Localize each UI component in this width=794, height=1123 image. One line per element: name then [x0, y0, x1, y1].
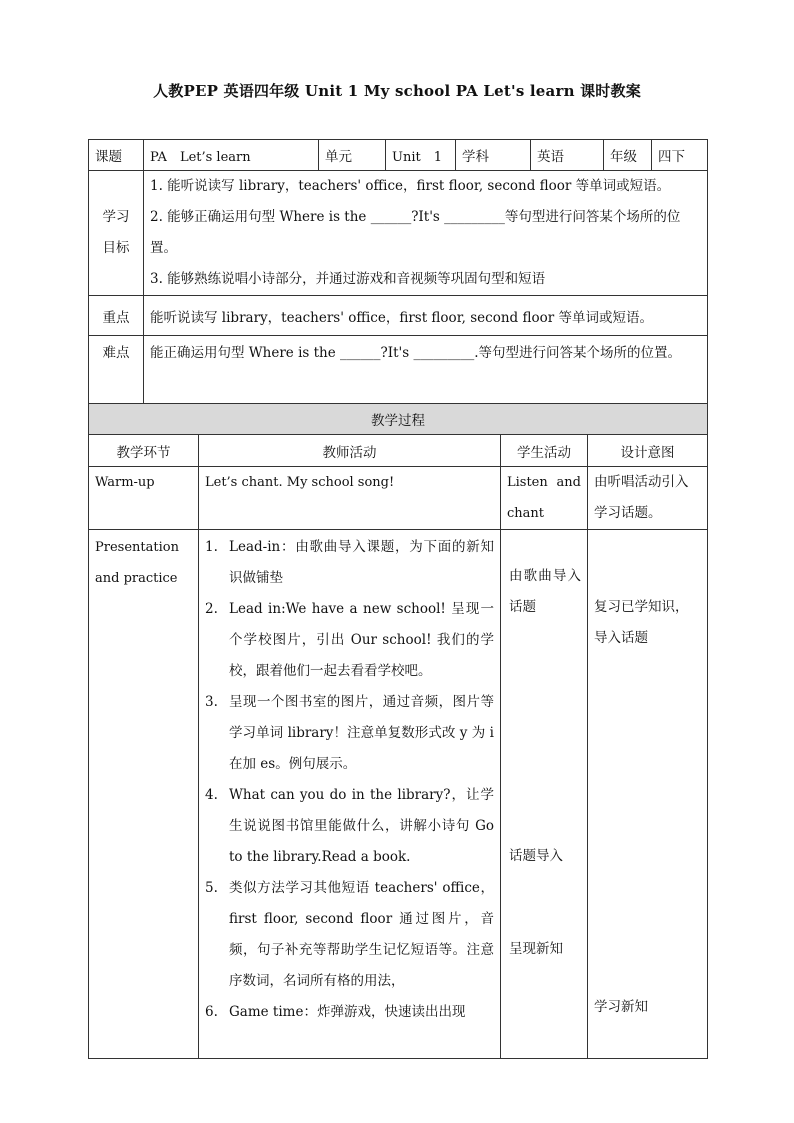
topic-value: PA Let’s learn [144, 140, 319, 171]
objectives-label-line2: 目标 [102, 240, 130, 256]
objective-item: 3. 能够熟练说唱小诗部分，并通过游戏和音视频等巩固句型和短语 [150, 271, 546, 287]
grade-value: 四下 [652, 140, 708, 171]
step-item [205, 780, 494, 873]
presentation-stage [89, 530, 199, 1059]
key-points-text: 能听说读写 library，teachers' office，first floor, second floor 等单词或短语。 [144, 296, 708, 336]
subject-label: 学科 [456, 140, 531, 171]
step-text: Lead-in：由歌曲导入课题，为下面的新知识做铺垫 [229, 539, 494, 586]
step-number: 3. [205, 694, 218, 710]
document-title: 人教PEP 英语四年级 Unit 1 My school PA Let's learn 课时教案 [153, 82, 641, 100]
step-number: 6. [205, 1004, 218, 1020]
step-number: 5. [205, 880, 218, 896]
header-intent: 设计意图 [588, 435, 708, 467]
step-text: Lead in:We have a new school! 呈现一个学校图片，引出 Our school! 我们的学校，跟着他们一起去看看学校吧。 [229, 601, 494, 679]
warmup-teacher: Let’s chant. My school song! [199, 467, 501, 530]
step-item [205, 532, 494, 594]
presentation-student [501, 530, 588, 1059]
student-note: 由歌曲导入话题 [509, 568, 581, 615]
warmup-stage: Warm-up [89, 467, 199, 530]
unit-label: 单元 [319, 140, 386, 171]
student-note: 呈现新知 [509, 941, 563, 957]
step-text: Game time：炸弹游戏，快速读出出现 [229, 1004, 466, 1020]
grade-label: 年级 [604, 140, 652, 171]
steps-list [205, 532, 494, 1028]
warmup-intent: 由听唱活动引入学习话题。 [588, 467, 708, 530]
student-note: 话题导入 [509, 848, 563, 864]
step-text: 呈现一个图书室的图片，通过音频，图片等学习单词 library！注意单复数形式改 y 为 i 在加 es。例句展示。 [229, 694, 494, 772]
objective-item: 2. 能够正确运用句型 Where is the ______?It's _________等句型进行问答某个场所的位置。 [150, 209, 681, 256]
step-item [205, 594, 494, 687]
step-number: 4. [205, 787, 218, 803]
step-number: 2. [205, 601, 218, 617]
step-item [205, 873, 494, 997]
step-item [205, 687, 494, 780]
presentation-stage-line2: and practice [95, 571, 178, 586]
presentation-teacher [199, 530, 501, 1059]
header-student: 学生活动 [501, 435, 588, 467]
step-item [205, 997, 494, 1028]
step-number: 1. [205, 539, 218, 555]
lesson-info-table [88, 139, 708, 404]
unit-value: Unit 1 [386, 140, 456, 171]
key-points-label: 重点 [89, 296, 144, 336]
header-teacher: 教师活动 [199, 435, 501, 467]
warmup-student: Listen and chant [501, 467, 588, 530]
intent-note: 复习已学知识，导入话题 [594, 599, 689, 646]
teaching-process-table [88, 403, 708, 1059]
objective-item: 1. 能听说读写 library，teachers' office，first floor, second floor 等单词或短语。 [150, 178, 671, 194]
difficult-points-text: 能正确运用句型 Where is the ______?It's _________.等句型进行问答某个场所的位置。 [144, 336, 708, 404]
objectives-label [89, 171, 144, 296]
step-text: What can you do in the library?，让学生说说图书馆里能做什么，讲解小诗句 Go to the library.Read a book. [229, 787, 494, 865]
objectives-label-line1: 学习 [102, 209, 130, 225]
intent-note: 学习新知 [594, 999, 648, 1015]
topic-label: 课题 [89, 140, 144, 171]
presentation-stage-line1: Presentation [95, 540, 179, 555]
header-stage: 教学环节 [89, 435, 199, 467]
step-text: 类似方法学习其他短语 teachers' office，first floor, second floor 通过图片，音频，句子补充等帮助学生记忆短语等。注意序数词，名词所有格的用法， [229, 880, 494, 989]
section-title: 教学过程 [89, 404, 708, 435]
subject-value: 英语 [531, 140, 604, 171]
presentation-intent [588, 530, 708, 1059]
objectives-content [144, 171, 708, 296]
difficult-points-label: 难点 [89, 336, 144, 404]
